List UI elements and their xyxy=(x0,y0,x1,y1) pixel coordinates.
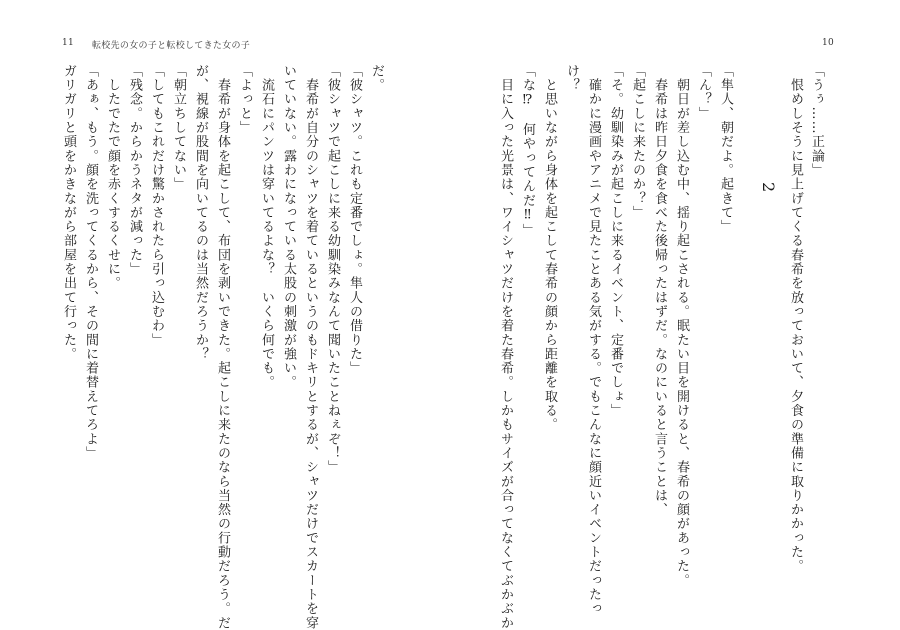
text-line: いていない。露わになっている太股の刺激が強い。 xyxy=(281,64,296,390)
text-line: 「隼人、朝だよ。起きて」 xyxy=(718,64,733,234)
text-line: 「朝立ちしてない」 xyxy=(171,64,186,192)
text-line: 春希が身体を起こして、布団を剥いできた。起こしに来たのなら当然の行動だろう。だ xyxy=(215,64,230,630)
text-line: 流石にパンツは穿いてるよな？ いくら何でも。 xyxy=(259,64,274,390)
text-line: 朝日が差し込む中、揺り起こされる。眠たい目を開けると、春希の顔があった。 xyxy=(674,64,689,588)
text-line: 「そ。幼馴染みが起こしに来るイベント、定番でしょ」 xyxy=(608,64,623,418)
text-line: 「あぁ、もう。顔を洗ってくるから、その間に着替えてろよ」 xyxy=(83,64,98,461)
text-line: 恨めしそうに見上げてくる春希を放っておいて、夕食の準備に取りかかった。 xyxy=(788,64,803,574)
text-line: ガリガリと頭をかきながら部屋を出て行った。 xyxy=(61,64,76,362)
text-line: 「うぅ……正論」 xyxy=(809,64,824,178)
text-line: 目に入った光景は、ワイシャツだけを着た春希。しかもサイズが合ってなくてぶかぶか xyxy=(498,64,513,630)
page-gutter xyxy=(450,0,451,624)
text-line: 「彼シャツで起こしに来る幼馴染みなんて聞いたことねぇぞ！」 xyxy=(325,64,340,475)
text-line: 「残念。からかうネタが減った」 xyxy=(127,64,142,277)
text-line: 確かに漫画やアニメで見たことある気がする。でもこんなに顔近いイベントだったっ xyxy=(586,64,601,616)
text-line: 「起こしに来たのか？」 xyxy=(630,64,645,220)
running-title: 転校先の女の子と転校してきた女の子 xyxy=(92,41,251,51)
text-line: だ。 xyxy=(369,64,384,93)
text-line: が、視線が股間を向いてるのは当然だろうか？ xyxy=(193,64,208,362)
text-line: 春希は昨日夕食を食べた後帰ったはずだ。なのにいると言うことは、 xyxy=(652,64,667,517)
text-line: 「ん？」 xyxy=(696,64,711,121)
text-line: 「な⁉ 何やってんだ‼」 xyxy=(520,64,535,238)
text-line: け？ xyxy=(564,64,579,93)
text-line: 「よっと」 xyxy=(237,64,252,135)
text-line: 「彼シャツ。これも定番でしょ。隼人の借りた」 xyxy=(347,64,362,376)
text-line: 「してもこれだけ驚かされたら引っ込むわ」 xyxy=(149,64,164,347)
right-page-number: 10 xyxy=(822,38,835,48)
text-line: 春希が自分のシャツを着ているというのもドキリとするが、シャツだけでスカートを穿 xyxy=(303,64,318,630)
left-page-number: 11 xyxy=(62,38,75,48)
text-line: と思いながら身体を起こして春希の顔から距離を取る。 xyxy=(542,64,557,432)
chapter-number: 2 xyxy=(759,182,778,193)
text-line: したでたで顔を赤くするくせに。 xyxy=(105,64,120,291)
